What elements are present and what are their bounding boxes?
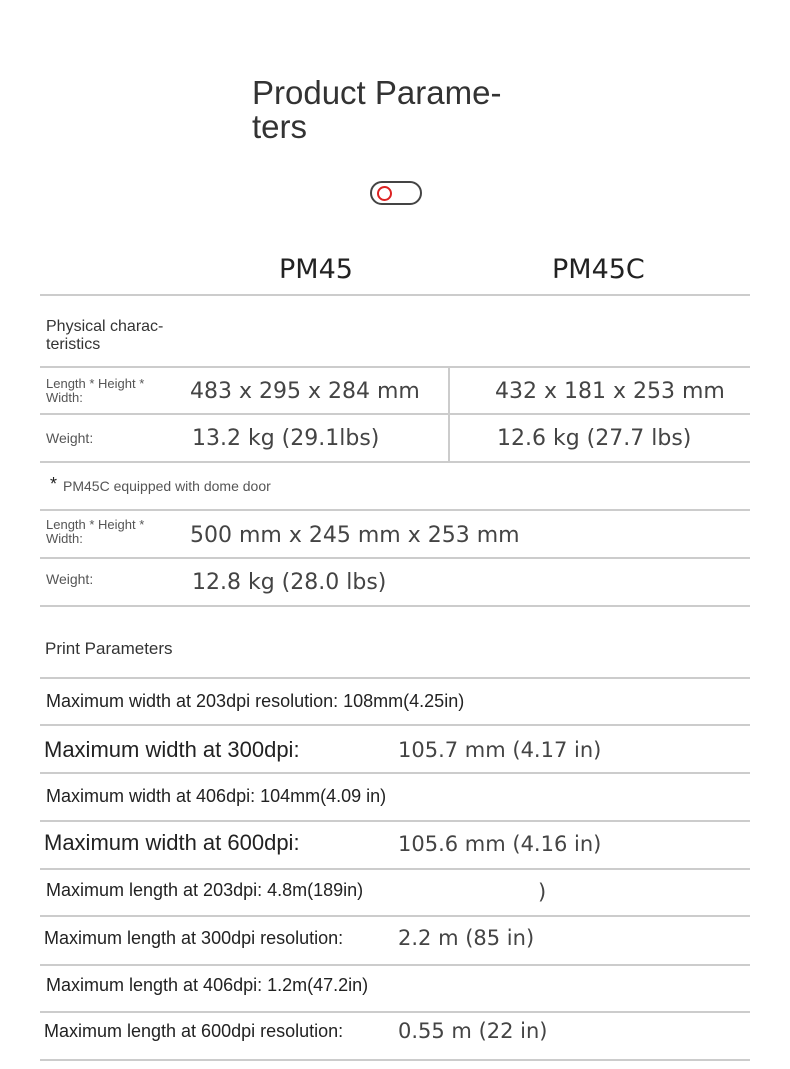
model-header-pm45c: PM45C (552, 254, 645, 285)
print-row-value: 105.7 mm (4.17 in) (398, 738, 602, 762)
divider (40, 1059, 750, 1061)
pm45-dims: 483 x 295 x 284 mm (190, 379, 420, 404)
divider (40, 294, 750, 296)
dome-note: PM45C equipped with dome door (63, 478, 271, 494)
print-row-label: Maximum length at 406dpi: 1.2m(47.2in) (46, 975, 369, 995)
print-row-value: ) (538, 880, 547, 904)
print-row-label: Maximum width at 300dpi: (44, 737, 300, 762)
print-row-label: Maximum width at 600dpi: (44, 830, 300, 855)
weight-label: Weight: (46, 571, 94, 587)
weight-label: Weight: (46, 430, 94, 446)
divider (40, 915, 750, 917)
toggle-switch[interactable] (370, 181, 422, 205)
divider (40, 461, 750, 463)
dome-weight: 12.8 kg (28.0 lbs) (192, 570, 387, 595)
print-heading: Print Parameters (45, 639, 173, 658)
pm45-weight: 13.2 kg (29.1lbs) (192, 426, 380, 451)
model-header-pm45: PM45 (279, 254, 353, 285)
toggle-knob-icon (377, 186, 392, 201)
physical-heading: Physical charac-teristics (46, 318, 164, 353)
print-row-label: Maximum width at 203dpi resolution: 108mm(4.25in) (46, 691, 465, 711)
print-row-label: Maximum length at 600dpi resolution: (44, 1021, 344, 1041)
page-title: Product Parame-ters (252, 74, 502, 145)
divider (40, 724, 750, 726)
divider (40, 1011, 750, 1013)
divider (40, 868, 750, 870)
print-row-label: Maximum length at 300dpi resolution: (44, 928, 344, 948)
asterisk-icon: * (50, 474, 58, 494)
print-row-value: 105.6 mm (4.16 in) (398, 832, 602, 856)
pm45c-dims: 432 x 181 x 253 mm (495, 379, 725, 404)
print-row-label: Maximum length at 203dpi: 4.8m(189in) (46, 880, 364, 900)
divider (40, 605, 750, 607)
pm45c-weight: 12.6 kg (27.7 lbs) (497, 426, 692, 451)
divider (40, 677, 750, 679)
divider (40, 413, 750, 415)
divider (40, 820, 750, 822)
print-row-value: 0.55 m (22 in) (398, 1019, 548, 1043)
divider (40, 964, 750, 966)
print-row-label: Maximum width at 406dpi: 104mm(4.09 in) (46, 786, 387, 806)
dims-label: Length * Height * Width: (46, 517, 145, 546)
divider (40, 366, 750, 368)
print-row-value: 2.2 m (85 in) (398, 926, 535, 950)
divider (40, 509, 750, 511)
divider (40, 772, 750, 774)
dims-label: Length * Height * Width: (46, 376, 145, 405)
divider (40, 557, 750, 559)
dome-dims: 500 mm x 245 mm x 253 mm (190, 523, 520, 548)
